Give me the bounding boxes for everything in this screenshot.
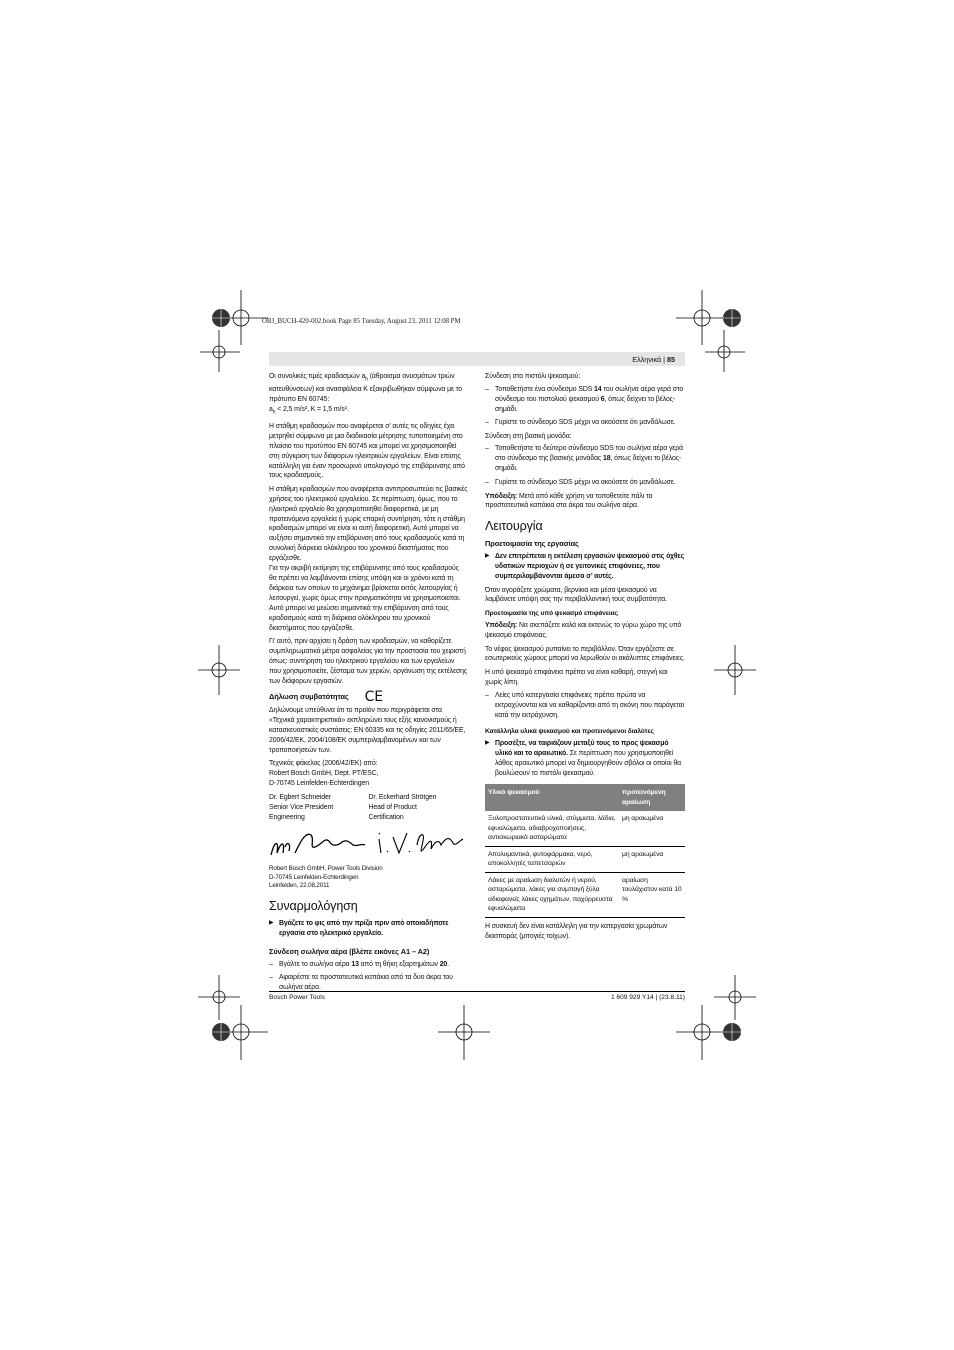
paragraph: Η στάθμη κραδασμών που αναφέρεται αντιπροσωπεύει τις βασικές χρήσεις του ηλεκτρικού εργαλείου. Σε περίπτωση, όμως, που το ηλεκτρικό εργαλείο θα χρησιμοποιηθεί διαφορετικά, με μη προτεινόμενα εργαλεία ή χωρίς επαρκή συντήρηση, τότε η στάθμη κραδασμών μπορεί να είναι κι αυτή διαφορετική. Αυτό μπορεί να αυξήσει σημαντικά την επιβάρυνση από τους κραδασμούς κατά τη συνολική διάρκεια ολόκληρου του χρονικού διαστήματος που εργάζεσθε. (269, 485, 468, 563)
footer-rule (269, 991, 685, 992)
hint: Υπόδειξη: Μετά από κάθε χρήση να τοποθετείτε πάλι τα προστατευτικά καπάκια στα άκρα του σωλήνα αέρα. (485, 492, 653, 510)
base-step-1: – Τοποθετήστε το δεύτερο σύνδεσμο SDS του σωλήνα αέρα γερά στο σύνδεσμο της βασικής μονάδας 18, όπως δείχνει το βέλος-σημάδι. (485, 444, 685, 474)
table-header: προτεινόμενη αραίωση (619, 784, 685, 811)
hose-step-2: – Αφαιρέστε τα προστατευτικά καπάκια από τα δυο άκρα του σωλήνα αέρα. (269, 973, 468, 993)
tech-file: Τεχνικός φάκελος (2006/42/ΕΚ) από: Robert Bosch GmbH, Dept. PT/ESC, D-70745 Leinfelden-Echterdingen (269, 760, 379, 788)
base-step-2: – Γυρίστε το σύνδεσμο SDS μέχρι να ακούσετε ότι μανδάλωσε. (485, 478, 685, 488)
surface-paragraph-1: Το νέφος ψεκασμού ρυπαίνει το περιβάλλον. Όταν εργάζεστε σε εσωτερικούς χώρους μπορεί να λερωθούν οι ακάλυπτες επιφάνειες. (485, 645, 685, 663)
table-row: Λάκες με αραίωση διαλυτών ή νερού, ασταρώματα, λάκες για συμπαγή ξύλα αδιαφανείς λάκες οχημάτων, παχύρρευστα εφυαλώματα αραίωση τουλάχιστον κατά 10 % (485, 872, 685, 917)
ce-mark: CE (364, 689, 384, 706)
signatories: Dr. Egbert Schneider Senior Vice President Engineering Dr. Eckerhard Strötgen Head of Product Certification (269, 794, 437, 821)
operation-heading: Λειτουργία (485, 519, 543, 534)
assembly-warning: ▶ Βγάζετε το φις από την πρίζα πριν από οποιαδήποτε εργασία στο ηλεκτρικό εργαλείο. (269, 919, 468, 939)
hose-heading: Σύνδεση σωλήνα αέρα (βλέπε εικόνες A1 – A2) (269, 947, 430, 957)
conformity-heading: Δήλωση συμβατότητας CE (269, 689, 384, 706)
gun-step-1: – Τοποθετήστε ένα σύνδεσμο SDS 14 του σωλήνα αέρα γερά στο σύνδεσμο του πιστολιού ψεκασμού 6, όπως δείχνει το βέλος-σημάδι. (485, 385, 685, 415)
paragraph: Για την ακριβή εκτίμηση της επιβάρυνσης από τους κραδασμούς θα πρέπει να λαμβάνονται επίσης υπόψη και οι χρόνοι κατά τη διάρκεια των οποίων το μηχάνημα βρίσκεται εκτός λειτουργίας ή λειτουργεί, χωρίς όμως στην πραγματικότητα να χρησιμοποιείται. Αυτό μπορεί να μειώσει σημαντικά την επιβάρυνση από τους κραδασμούς κατά τη διάρκεια ολόκληρου του χρονικού διαστήματος που εργάζεσθε. (269, 565, 461, 632)
footer-brand: Bosch Power Tools (269, 994, 325, 1001)
table-header: Υλικό ψεκασμού (485, 784, 619, 811)
thinner-warning: ▶ Προσέξτε, να ταιριάζουν μεταξύ τους το προς ψεκασμό υλικό και το αραιωτικό. Σε περίπτωση που χρησιμοποιηθεί λάθος αραιωτικό μπορεί να δημιουργηθούν σβόλοι οι οποίοι θα βουλώσουν το πιστόλι ψεκασμού. (485, 739, 685, 779)
surface-heading: Προετοιμασία της υπό ψεκασμό επιφάνειας (485, 610, 618, 618)
right-column (485, 372, 685, 945)
conformity-text: Δηλώνουμε υπεύθυνα ότι το προϊόν που περιγράφεται στα «Τεχνικά χαρακτηριστικά» εκπληρώνει τους εξής κανονισμούς ή κατασκευαστικές συστάσεις: EN 60335 και τις οδηγίες 2011/65/ΕΕ, 2006/42/ΕΚ, 2004/108/ΕΚ συμπεριλαμβανομένων και των τροποποιήσεών των. (269, 707, 466, 754)
gun-intro: Σύνδεση στο πιστόλι ψεκασμού: (485, 373, 581, 380)
signatures (269, 825, 468, 863)
prep-heading: Προετοιμασία της εργασίας (485, 539, 579, 549)
surface-paragraph-2: Η υπό ψεκασμό επιφάνεια πρέπει να είναι καθαρή, στεγνή και χωρίς λίπη. (485, 668, 668, 686)
print-header: OBJ_BUCH-420-002.book Page 85 Tuesday, August 23, 2011 12:08 PM (262, 318, 461, 325)
surface-step: – Λείες υπό κατεργασία επιφάνειες πρέπει πρώτα να εκτραχύνονται και να καθαρίζονται από τη σκόνη που παράγεται κατά την εκτράχυνση. (485, 691, 685, 721)
hose-step-1: – Βγάλτε το σωλήνα αέρα 13 από τη θήκη εξαρτημάτων 20. (269, 960, 468, 970)
table-row: Ξυλοπροστατευτικά υλικά, στύμματα, λάδια, εφυαλώματα, αδιαβροχοποιήσεις, αντισκωριακά ασταρώματα μη αραιωμένα (485, 811, 685, 846)
thinner-heading: Κατάλληλα υλικά ψεκασμού και προτεινόμενοι διαλύτες (485, 727, 654, 735)
prep-warning: ▶ Δεν επιτρέπεται η εκτέλεση εργασιών ψεκασμού στις όχθες υδατικών περιοχών ή σε γειτονικές επιφάνειες, που συμπεριλαμβάνονται άμεσα σ’ αυτές. (485, 552, 685, 582)
page-header-bar (269, 352, 685, 366)
page-header: Ελληνικά | 85 (632, 355, 675, 364)
table-row: Απολυμαντικά, φυτοφάρμακα, νερό, αποκολλητές ταπετσαριών μη αραιωμένα (485, 846, 685, 872)
footer-doc-id: 1 609 929 Y14 | (23.8.11) (610, 994, 685, 1001)
page-number: 85 (667, 355, 675, 364)
base-intro: Σύνδεση στη βασική μονάδα: (485, 432, 572, 440)
gun-step-2: – Γυρίστε το σύνδεσμο SDS μέχρι να ακούσετε ότι μανδάλωσε. (485, 418, 685, 428)
table-note: Η συσκευή δεν είναι κατάλληλη για την κατεργασία χρωμάτων διασποράς (μπογιές τοίχων). (485, 922, 668, 940)
assembly-heading: Συναρμολόγηση (269, 899, 358, 914)
left-column (269, 372, 468, 997)
vibration-values: Οι συνολικές τιμές κραδασμών $a_h$ (άθροισμα ανυσμάτων τριών κατευθύνσεων) και ανασφάλεια K εξακριβωθήκαν σύμφωνα με το πρότυπο EN 60745: $a_h < 2,5$ m/s², K = 1,5 m/s². (269, 373, 463, 416)
surface-hint: Υπόδειξη: Να σκεπάζετε καλά και εκτενώς το γύρω χώρο της υπό ψεκασμό επιφάνειας. (485, 622, 682, 640)
thinner-table (485, 784, 685, 918)
signature-image (269, 825, 468, 863)
prep-paragraph: Όταν αγοράζετε χρώματα, βερνίκια και μέσα ψεκασμού να λαμβάνετε υπόψη σας την περιβαλλοντική τους συμβατότητα. (485, 586, 667, 604)
paragraph: Η στάθμη κραδασμών που αναφέρεται σ’ αυτές τις οδηγίες έχει μετρηθεί σύμφωνα με μια διαδικασία μέτρησης τυποποιημένη στο πλαίσιο του προτύπου EN 60745 και μπορεί να χρησιμοποιηθεί στη σύγκριση των διάφορων ηλεκτρικών εργαλείων. Είναι επίσης κατάλληλη για έναν προσωρινό υπολογισμό της επιβάρυνσης από τους κραδασμούς. (269, 422, 465, 480)
company-address: Robert Bosch GmbH, Power Tools Division D-70745 Leinfelden-Echterdingen Leinfelden, 22.08.2011 (269, 864, 383, 890)
paragraph: Γι’ αυτό, πριν αρχίσει η δράση των κραδασμών, να καθορίζετε συμπληρωματικά μέτρα ασφαλείας για την προστασία του χειριστή όπως: συντήρηση του ηλεκτρικού εργαλείου και των εργαλείων που χρησιμοποιείτε, ζέσταμα των χεριών, οργάνωση της εκτέλεσης των διάφορων εργασιών. (269, 637, 468, 685)
section-name: Ελληνικά (632, 355, 662, 364)
